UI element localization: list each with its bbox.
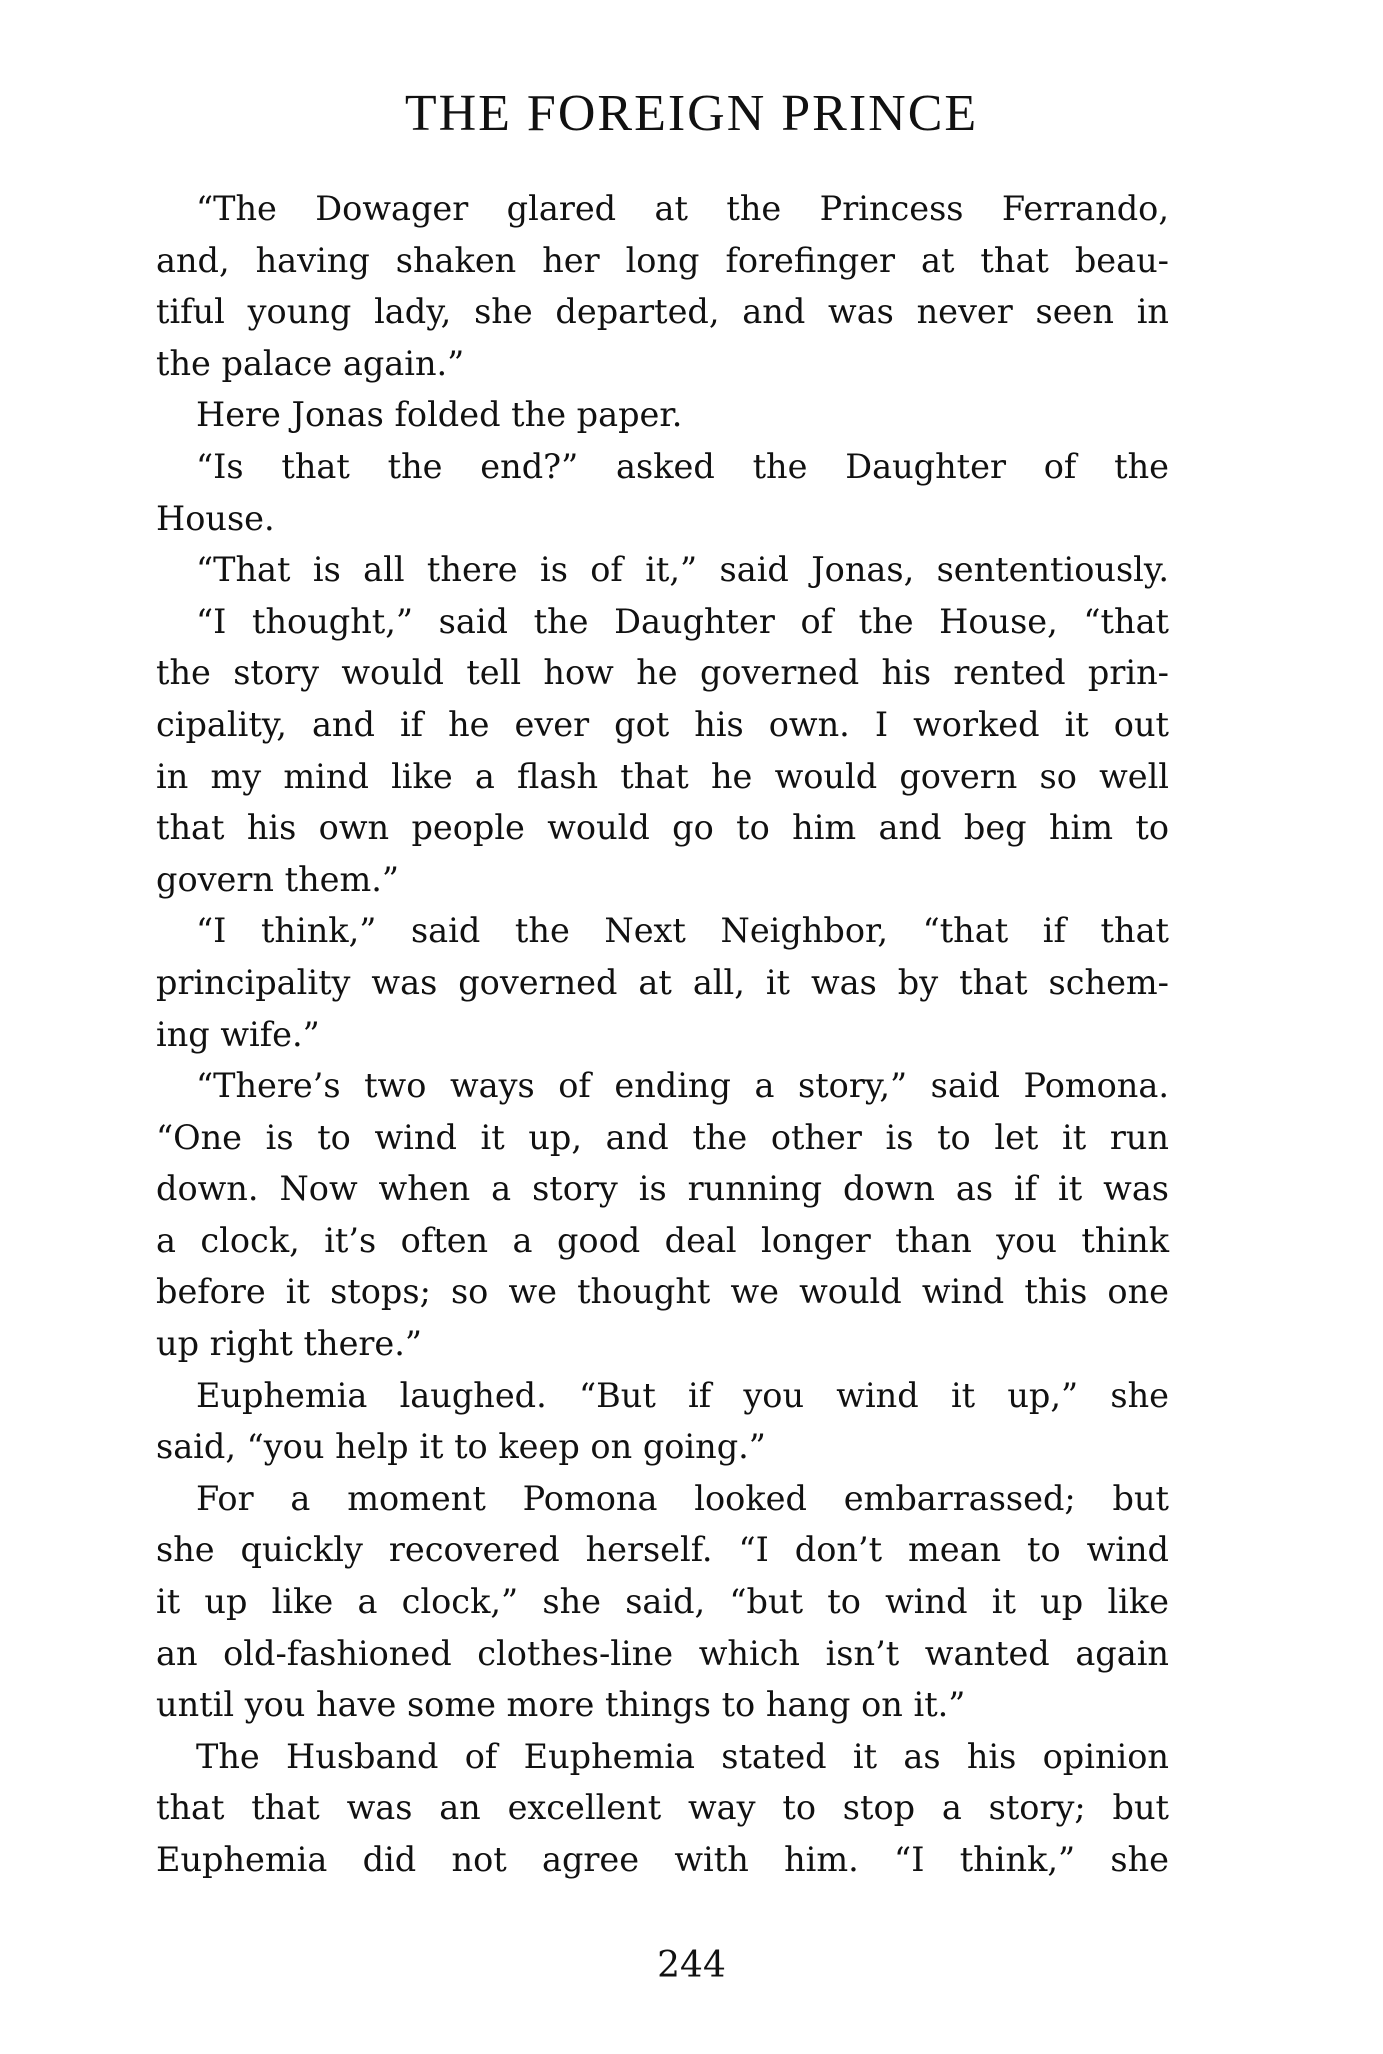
running-head: THE FOREIGN PRINCE xyxy=(404,85,979,142)
text-line: “I think,” said the Next Neighbor, “that if that xyxy=(196,911,1169,951)
text-line: “The Dowager glared at the Princess Ferrando, xyxy=(196,189,1169,228)
text-line: ing wife.” xyxy=(156,1014,320,1054)
page-number: 244 xyxy=(657,1945,726,1986)
text-line: down. Now when a story is running down as if it was xyxy=(156,1169,1169,1209)
text-line: an old-fashioned clothes-line which isn’t wanted again xyxy=(156,1633,1169,1673)
text-line: until you have some more things to hang on it.” xyxy=(156,1685,966,1725)
text-line: “I thought,” said the Daughter of the House, “that xyxy=(196,601,1169,641)
text-line: and, having shaken her long forefinger at that beau- xyxy=(156,240,1169,280)
text-line: principality was governed at all, it was by that schem- xyxy=(156,962,1169,1002)
text-line: it up like a clock,” she said, “but to wind it up like xyxy=(156,1582,1169,1622)
text-line: that that was an excellent way to stop a story; but xyxy=(156,1788,1169,1828)
text-line: Here Jonas folded the paper. xyxy=(196,395,683,435)
text-line: “There’s two ways of ending a story,” said Pomona. xyxy=(196,1066,1169,1106)
text-line: that his own people would go to him and beg him to xyxy=(156,808,1169,848)
text-line: she quickly recovered herself. “I don’t mean to wind xyxy=(156,1530,1169,1570)
text-line: Euphemia laughed. “But if you wind it up,” she xyxy=(196,1375,1169,1415)
text-line: up right there.” xyxy=(156,1324,423,1364)
text-line: before it stops; so we thought we would wind this one xyxy=(156,1272,1169,1312)
text-line: said, “you help it to keep on going.” xyxy=(156,1427,766,1467)
text-line: in my mind like a flash that he would govern so well xyxy=(156,756,1169,796)
text-line: the palace again.” xyxy=(156,343,465,383)
text-line: govern them.” xyxy=(156,859,400,899)
text-line: “That is all there is of it,” said Jonas, sententiously. xyxy=(196,550,1169,590)
text-line: “Is that the end?” asked the Daughter of the xyxy=(196,446,1169,486)
text-line: “One is to wind it up, and the other is to let it run xyxy=(156,1117,1169,1157)
text-line: a clock, it’s often a good deal longer than you think xyxy=(156,1220,1169,1260)
text-line: tiful young lady, she departed, and was never seen in xyxy=(156,292,1169,332)
text-line: House. xyxy=(156,498,275,538)
text-line: Euphemia did not agree with him. “I think,” she xyxy=(156,1840,1169,1879)
body-text xyxy=(156,183,1169,1886)
text-line: For a moment Pomona looked embarrassed; but xyxy=(196,1478,1169,1518)
text-line: The Husband of Euphemia stated it as his opinion xyxy=(196,1736,1169,1776)
text-line: cipality, and if he ever got his own. I worked it out xyxy=(156,704,1169,744)
text-line: the story would tell how he governed his rented prin- xyxy=(156,653,1169,693)
